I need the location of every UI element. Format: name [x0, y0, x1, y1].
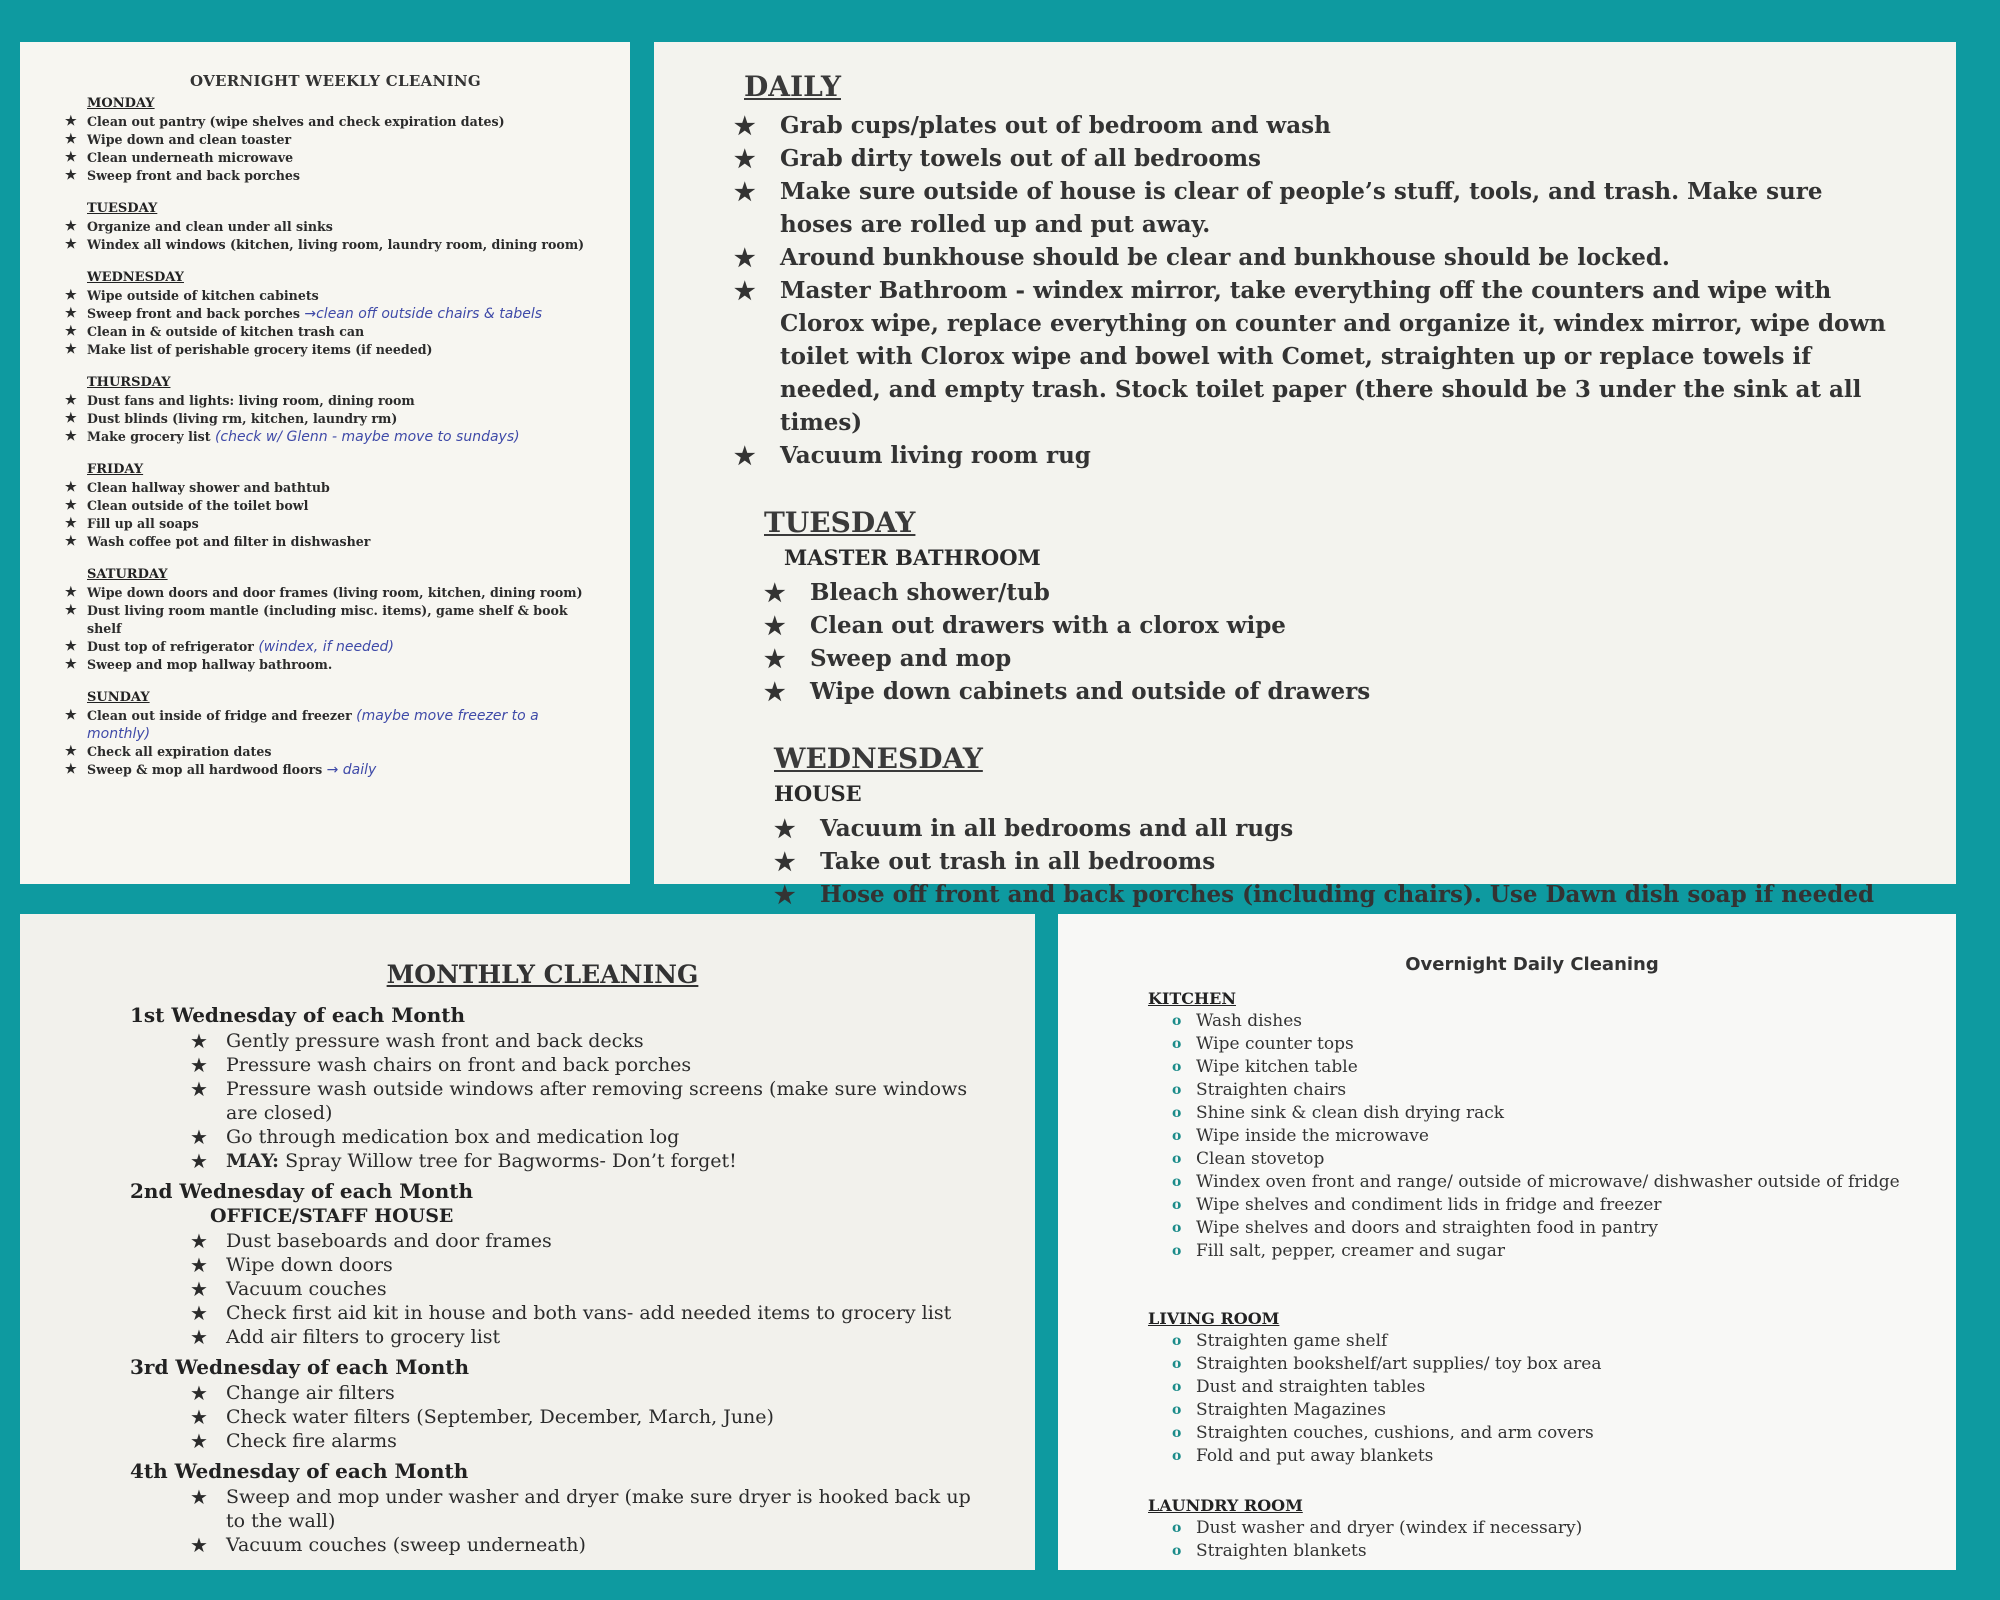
task-item — [774, 878, 1896, 911]
star-bullet-icon: ★ — [734, 144, 756, 173]
task-item — [190, 1533, 995, 1557]
month-week-heading: 3rd Wednesday of each Month — [130, 1355, 470, 1379]
task-item — [65, 131, 606, 149]
task-text: Clean in & outside of kitchen trash can — [87, 324, 365, 339]
star-bullet-icon: ★ — [190, 1253, 208, 1277]
star-bullet-icon: ★ — [190, 1533, 208, 1557]
task-item — [734, 109, 1896, 142]
task-item — [190, 1405, 995, 1429]
task-text: Wash dishes — [1196, 1011, 1302, 1031]
room-heading: KITCHEN — [1148, 989, 1236, 1008]
task-text: Wipe down doors — [226, 1254, 393, 1276]
task-text: Straighten bookshelf/art supplies/ toy box area — [1196, 1354, 1602, 1374]
star-bullet-icon: ★ — [190, 1485, 208, 1509]
task-text: Sweep front and back porches — [87, 168, 300, 183]
task-text: Vacuum in all bedrooms and all rugs — [820, 815, 1294, 842]
task-item — [65, 392, 606, 410]
task-text: Straighten blankets — [1196, 1541, 1367, 1561]
task-item — [190, 1429, 995, 1453]
task-text: Wipe kitchen table — [1196, 1057, 1358, 1077]
handwritten-note: (windex, if needed) — [258, 639, 394, 655]
daily-cleaning-page — [654, 42, 1956, 909]
task-text: Wipe down cabinets and outside of drawers — [810, 678, 1371, 705]
task-text: Dust living room mantle (including misc. items), game shelf & book shelf — [87, 603, 568, 636]
task-text: Dust baseboards and door frames — [226, 1230, 552, 1252]
wednesday-title: WEDNESDAY — [774, 742, 983, 775]
task-text: Clean stovetop — [1196, 1149, 1325, 1169]
task-item — [764, 609, 1896, 642]
task-text: Vacuum couches (sweep underneath) — [226, 1534, 586, 1556]
month-week-heading: 1st Wednesday of each Month — [130, 1003, 466, 1027]
star-bullet-icon: ★ — [65, 585, 77, 600]
star-bullet-icon: ★ — [764, 611, 786, 640]
task-item — [190, 1485, 995, 1533]
task-text: Sweep and mop hallway bathroom. — [87, 657, 333, 672]
checklist-item — [1172, 1376, 1916, 1399]
task-text: Wipe shelves and doors and straighten food in pantry — [1196, 1218, 1658, 1238]
task-item — [65, 410, 606, 428]
tuesday-title: TUESDAY — [764, 506, 916, 539]
task-item — [65, 218, 606, 236]
star-bullet-icon: o — [1172, 1082, 1182, 1098]
star-bullet-icon: ★ — [734, 441, 756, 470]
room-heading: LAUNDRY ROOM — [1148, 1496, 1303, 1515]
task-text: Clean outside of the toilet bowl — [87, 498, 309, 513]
star-bullet-icon: ★ — [734, 276, 756, 305]
wednesday-section — [774, 742, 1896, 911]
task-item — [65, 497, 606, 515]
star-bullet-icon: ★ — [65, 657, 77, 672]
star-bullet-icon: ★ — [734, 243, 756, 272]
task-item — [734, 175, 1896, 241]
star-bullet-icon: o — [1172, 1425, 1182, 1441]
task-text: Wipe counter tops — [1196, 1034, 1354, 1054]
task-text: Vacuum living room rug — [780, 442, 1091, 469]
task-text: Dust fans and lights: living room, dining room — [87, 393, 415, 408]
task-text: Check water filters (September, December, March, June) — [226, 1406, 774, 1428]
task-text: Check fire alarms — [226, 1430, 397, 1452]
checklist-item — [1172, 1148, 1916, 1171]
star-bullet-icon: o — [1172, 1402, 1182, 1418]
star-bullet-icon: o — [1172, 1151, 1182, 1167]
star-bullet-icon: ★ — [190, 1277, 208, 1301]
monthly-title: MONTHLY CLEANING — [386, 960, 699, 989]
star-bullet-icon: o — [1172, 1220, 1182, 1236]
checklist-item — [1172, 1353, 1916, 1376]
daily-title: DAILY — [744, 70, 841, 103]
star-bullet-icon: ★ — [734, 111, 756, 140]
star-bullet-icon: ★ — [65, 306, 77, 321]
star-bullet-icon: ★ — [764, 578, 786, 607]
star-bullet-icon: ★ — [65, 516, 77, 531]
weekday-heading: FRIDAY — [87, 462, 144, 477]
task-item — [65, 167, 606, 185]
task-item — [65, 341, 606, 359]
weekday-heading: THURSDAY — [87, 375, 171, 390]
star-bullet-icon: ★ — [65, 342, 77, 357]
tuesday-subtitle: MASTER BATHROOM — [784, 545, 1041, 570]
task-item — [190, 1229, 995, 1253]
task-text: Straighten Magazines — [1196, 1400, 1386, 1420]
star-bullet-icon: o — [1172, 1356, 1182, 1372]
task-text: Dust and straighten tables — [1196, 1377, 1426, 1397]
checklist-item — [1172, 1540, 1916, 1563]
task-text: Clean out drawers with a clorox wipe — [810, 612, 1286, 639]
task-text: Straighten chairs — [1196, 1080, 1347, 1100]
task-item — [764, 642, 1896, 675]
weekday-heading: SUNDAY — [87, 690, 150, 705]
weekly-cleaning-page — [20, 42, 630, 884]
task-item — [190, 1029, 995, 1053]
star-bullet-icon: ★ — [65, 132, 77, 147]
overnight-daily-title: Overnight Daily Cleaning — [1405, 954, 1659, 975]
checklist-item — [1172, 1517, 1916, 1540]
weekly-days — [65, 96, 606, 779]
overnight-daily-sections — [1148, 989, 1916, 1563]
star-bullet-icon: ★ — [65, 393, 77, 408]
task-text: Change air filters — [226, 1382, 395, 1404]
task-item — [734, 241, 1896, 274]
task-item — [190, 1125, 995, 1149]
task-prefix: MAY: — [226, 1150, 280, 1172]
task-item — [65, 113, 606, 131]
task-text: Make grocery list — [87, 429, 211, 444]
weekday-heading: WEDNESDAY — [87, 270, 184, 285]
star-bullet-icon: o — [1172, 1128, 1182, 1144]
task-text: Pressure wash outside windows after removing screens (make sure windows are closed) — [226, 1078, 968, 1124]
task-item — [65, 602, 606, 638]
task-text: Fill salt, pepper, creamer and sugar — [1196, 1241, 1506, 1261]
task-text: Wash coffee pot and filter in dishwasher — [87, 534, 371, 549]
star-bullet-icon: ★ — [65, 744, 77, 759]
task-text: Hose off front and back porches (including chairs). Use Dawn dish soap if needed — [820, 881, 1875, 908]
task-item — [65, 584, 606, 602]
task-item — [65, 287, 606, 305]
star-bullet-icon: ★ — [65, 150, 77, 165]
star-bullet-icon: ★ — [65, 114, 77, 129]
task-text: Sweep & mop all hardwood floors — [87, 762, 323, 777]
handwritten-note: →clean off outside chairs & tabels — [304, 306, 543, 322]
checklist-item — [1172, 1102, 1916, 1125]
task-text: Bleach shower/tub — [810, 579, 1050, 606]
star-bullet-icon: o — [1172, 1036, 1182, 1052]
task-text: Clean out pantry (wipe shelves and check expiration dates) — [87, 114, 505, 129]
weekday-heading: MONDAY — [87, 96, 155, 111]
task-item — [65, 515, 606, 533]
checklist-item — [1172, 1194, 1916, 1217]
month-week-heading: 4th Wednesday of each Month — [130, 1459, 469, 1483]
star-bullet-icon: o — [1172, 1105, 1182, 1121]
star-bullet-icon: o — [1172, 1379, 1182, 1395]
task-item — [764, 576, 1896, 609]
star-bullet-icon: o — [1172, 1333, 1182, 1349]
task-item — [190, 1277, 995, 1301]
task-item — [190, 1253, 995, 1277]
task-item — [65, 638, 606, 656]
task-text: Check first aid kit in house and both vans- add needed items to grocery list — [226, 1302, 952, 1324]
task-item — [65, 743, 606, 761]
task-item — [734, 439, 1896, 472]
handwritten-note: (maybe move freezer to a monthly) — [87, 708, 539, 742]
star-bullet-icon: ★ — [190, 1325, 208, 1349]
task-text: Dust washer and dryer (windex if necessary) — [1196, 1518, 1583, 1538]
star-bullet-icon: ★ — [65, 639, 77, 654]
weekday-heading: SATURDAY — [87, 567, 168, 582]
task-item — [774, 845, 1896, 878]
star-bullet-icon: ★ — [190, 1301, 208, 1325]
star-bullet-icon: ★ — [65, 237, 77, 252]
overnight-daily-page — [1058, 914, 1956, 1570]
task-text: Clean hallway shower and bathtub — [87, 480, 330, 495]
star-bullet-icon: o — [1172, 1197, 1182, 1213]
task-item — [65, 533, 606, 551]
star-bullet-icon: ★ — [65, 708, 77, 723]
task-text: Windex all windows (kitchen, living room, laundry room, dining room) — [87, 237, 585, 252]
task-text: Wipe down doors and door frames (living room, kitchen, dining room) — [87, 585, 583, 600]
handwritten-note: (check w/ Glenn - maybe move to sundays) — [214, 429, 520, 445]
wednesday-list — [774, 812, 1896, 911]
task-text: Master Bathroom - windex mirror, take everything off the counters and wipe with Clorox wipe, replace everything on counter and organize it, windex mirror, wipe down toilet with Clorox wipe and bowel with Comet, straighten up or replace towels if needed, and empty trash. Stock toilet paper (there should be 3 under the sink at all times) — [780, 277, 1886, 436]
checklist-item — [1172, 1330, 1916, 1353]
star-bullet-icon: ★ — [734, 177, 756, 206]
star-bullet-icon: ★ — [774, 880, 796, 909]
task-text: Make sure outside of house is clear of people’s stuff, tools, and trash. Make sure hoses are rolled up and put away. — [780, 178, 1823, 238]
task-item — [190, 1149, 995, 1173]
task-text: Wipe shelves and condiment lids in fridge and freezer — [1196, 1195, 1662, 1215]
task-text: Sweep and mop — [810, 645, 1012, 672]
monthly-sections — [90, 1003, 995, 1557]
task-item — [65, 149, 606, 167]
task-text: Spray Willow tree for Bagworms- Don’t forget! — [285, 1150, 737, 1172]
task-item — [734, 142, 1896, 175]
star-bullet-icon: ★ — [190, 1405, 208, 1429]
star-bullet-icon: ★ — [65, 480, 77, 495]
checklist-item — [1172, 1033, 1916, 1056]
star-bullet-icon: ★ — [65, 324, 77, 339]
star-bullet-icon: o — [1172, 1543, 1182, 1559]
task-text: Wipe inside the microwave — [1196, 1126, 1429, 1146]
star-bullet-icon: ★ — [65, 168, 77, 183]
task-text: Dust top of refrigerator — [87, 639, 254, 654]
star-bullet-icon: ★ — [774, 814, 796, 843]
star-bullet-icon: ★ — [190, 1229, 208, 1253]
star-bullet-icon: ★ — [764, 677, 786, 706]
task-item — [65, 707, 606, 743]
task-text: Straighten game shelf — [1196, 1331, 1388, 1351]
star-bullet-icon: ★ — [190, 1077, 208, 1101]
star-bullet-icon: ★ — [65, 498, 77, 513]
star-bullet-icon: o — [1172, 1448, 1182, 1464]
task-item — [65, 428, 606, 446]
task-item — [65, 236, 606, 254]
star-bullet-icon: ★ — [774, 847, 796, 876]
handwritten-note: → daily — [326, 762, 377, 778]
star-bullet-icon: ★ — [190, 1125, 208, 1149]
task-text: Sweep front and back porches — [87, 306, 300, 321]
checklist-item — [1172, 1125, 1916, 1148]
star-bullet-icon: ★ — [190, 1149, 208, 1173]
checklist-item — [1172, 1079, 1916, 1102]
task-text: Add air filters to grocery list — [226, 1326, 501, 1348]
star-bullet-icon: o — [1172, 1013, 1182, 1029]
task-text: Fold and put away blankets — [1196, 1446, 1434, 1466]
task-text: Pressure wash chairs on front and back porches — [226, 1054, 692, 1076]
task-text: Around bunkhouse should be clear and bunkhouse should be locked. — [780, 244, 1670, 271]
star-bullet-icon: ★ — [190, 1029, 208, 1053]
task-text: Windex oven front and range/ outside of microwave/ dishwasher outside of fridge — [1196, 1172, 1900, 1192]
task-text: Clean underneath microwave — [87, 150, 294, 165]
task-text: Shine sink & clean dish drying rack — [1196, 1103, 1505, 1123]
star-bullet-icon: ★ — [65, 603, 77, 618]
task-text: Straighten couches, cushions, and arm covers — [1196, 1423, 1594, 1443]
star-bullet-icon: ★ — [65, 762, 77, 777]
task-item — [190, 1077, 995, 1125]
monthly-cleaning-page — [20, 914, 1035, 1570]
checklist-item — [1172, 1240, 1916, 1263]
task-item — [65, 305, 606, 323]
star-bullet-icon: ★ — [65, 219, 77, 234]
star-bullet-icon: ★ — [190, 1429, 208, 1453]
checklist-item — [1172, 1010, 1916, 1033]
section-subheading: OFFICE/STAFF HOUSE — [210, 1205, 454, 1227]
checklist-item — [1172, 1217, 1916, 1240]
star-bullet-icon: o — [1172, 1520, 1182, 1536]
task-text: Sweep and mop under washer and dryer (make sure dryer is hooked back up to the wall) — [226, 1486, 971, 1532]
task-item — [190, 1325, 995, 1349]
wednesday-subtitle: HOUSE — [774, 781, 862, 806]
task-item — [65, 656, 606, 674]
weekday-heading: TUESDAY — [87, 201, 158, 216]
daily-list — [734, 109, 1896, 472]
task-item — [65, 479, 606, 497]
star-bullet-icon: o — [1172, 1059, 1182, 1075]
task-text: Make list of perishable grocery items (if needed) — [87, 342, 433, 357]
checklist-item — [1172, 1056, 1916, 1079]
checklist-item — [1172, 1171, 1916, 1194]
task-text: Organize and clean under all sinks — [87, 219, 333, 234]
task-text: Wipe outside of kitchen cabinets — [87, 288, 319, 303]
task-item — [774, 812, 1896, 845]
task-item — [65, 323, 606, 341]
task-text: Wipe down and clean toaster — [87, 132, 292, 147]
weekly-title: OVERNIGHT WEEKLY CLEANING — [189, 72, 481, 90]
task-item — [190, 1301, 995, 1325]
star-bullet-icon: ★ — [65, 429, 77, 444]
tuesday-list — [764, 576, 1896, 708]
checklist-item — [1172, 1399, 1916, 1422]
star-bullet-icon: ★ — [764, 644, 786, 673]
room-heading: LIVING ROOM — [1148, 1309, 1280, 1328]
tuesday-section — [764, 506, 1896, 708]
task-text: Take out trash in all bedrooms — [820, 848, 1216, 875]
task-text: Grab dirty towels out of all bedrooms — [780, 145, 1261, 172]
checklist-item — [1172, 1422, 1916, 1445]
star-bullet-icon: ★ — [65, 411, 77, 426]
task-text: Grab cups/plates out of bedroom and wash — [780, 112, 1331, 139]
task-text: Gently pressure wash front and back decks — [226, 1030, 644, 1052]
star-bullet-icon: o — [1172, 1243, 1182, 1259]
star-bullet-icon: ★ — [190, 1381, 208, 1405]
task-item — [734, 274, 1896, 439]
task-text: Vacuum couches — [226, 1278, 387, 1300]
task-text: Dust blinds (living rm, kitchen, laundry rm) — [87, 411, 398, 426]
checklist-item — [1172, 1445, 1916, 1468]
task-item — [190, 1381, 995, 1405]
task-text: Go through medication box and medication log — [226, 1126, 680, 1148]
task-text: Fill up all soaps — [87, 516, 199, 531]
task-item — [65, 761, 606, 779]
star-bullet-icon: ★ — [190, 1053, 208, 1077]
star-bullet-icon: o — [1172, 1174, 1182, 1190]
star-bullet-icon: ★ — [65, 288, 77, 303]
task-text: Clean out inside of fridge and freezer — [87, 708, 352, 723]
task-item — [764, 675, 1896, 708]
star-bullet-icon: ★ — [65, 534, 77, 549]
task-item — [190, 1053, 995, 1077]
task-text: Check all expiration dates — [87, 744, 272, 759]
month-week-heading: 2nd Wednesday of each Month — [130, 1179, 474, 1203]
